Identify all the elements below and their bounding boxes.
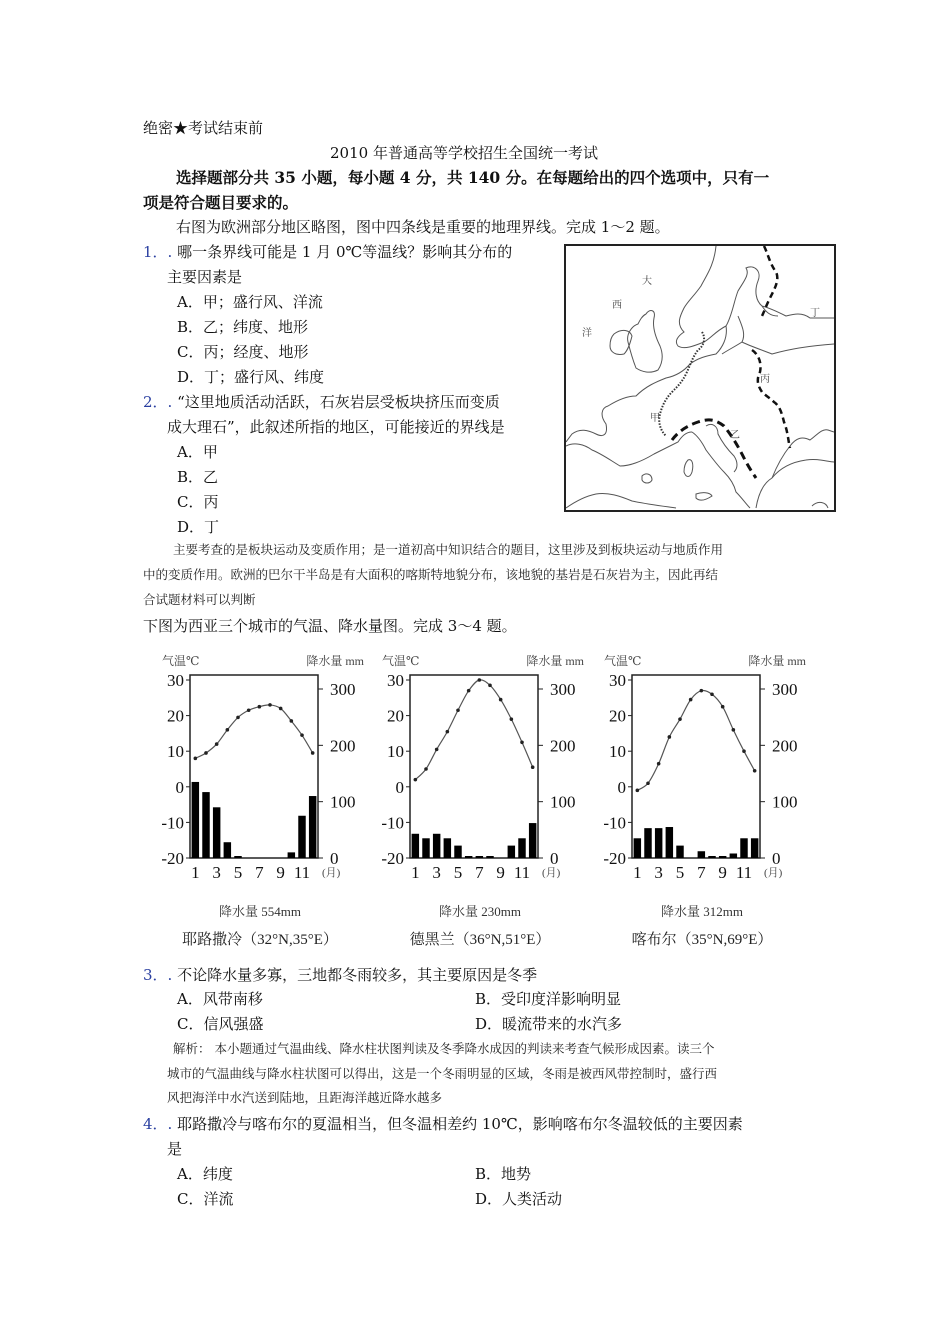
temperature-point — [732, 728, 736, 732]
analysis-line: 风把海洋中水汽送到陆地，且距海洋越近降水越多 — [167, 1090, 443, 1105]
temperature-point — [657, 762, 661, 766]
temperature-point — [215, 742, 219, 746]
option-d: D．人类活动 — [475, 1190, 563, 1208]
option-b: B．乙；纬度、地形 — [177, 318, 309, 336]
temperature-point — [194, 757, 198, 761]
temperature-point — [488, 684, 492, 688]
climate-chart-jerusalem — [150, 648, 370, 958]
temperature-point — [226, 728, 230, 732]
temperature-point — [668, 735, 672, 739]
precip-bar — [655, 828, 662, 858]
analysis-line: 中的变质作用。欧洲的巴尔干半岛是有大面积的喀斯特地貌分布，该地貌的基岩是石灰岩为主，因此再结 — [143, 567, 719, 582]
section1-intro: 右图为欧洲部分地区略图，图中四条线是重要的地理界线。完成 1～2 题。 — [176, 218, 670, 236]
question-stem: 不论降水量多寡，三地都冬雨较多，其主要原因是冬季 — [177, 966, 538, 984]
analysis-line: 合试题材料可以判断 — [143, 592, 256, 607]
precip-bar — [740, 838, 747, 858]
temperature-point — [456, 708, 460, 712]
precip-bar — [433, 834, 440, 858]
month-tick-label: 1 — [411, 863, 420, 882]
left-tick-label: 30 — [387, 671, 404, 690]
annual-precip-caption: 降水量 230mm — [439, 904, 521, 919]
precip-bar — [465, 856, 472, 858]
precip-bar — [192, 782, 199, 858]
europe-sketch-map — [564, 244, 836, 512]
option-d: D．丁 — [177, 518, 220, 536]
precip-bar — [298, 816, 305, 858]
option-b: B．乙 — [177, 468, 219, 486]
option-c: C．洋流 — [177, 1190, 234, 1208]
right-tick-label: 0 — [772, 849, 781, 868]
left-tick-label: 10 — [167, 742, 184, 762]
right-tick-label: 200 — [550, 736, 576, 756]
temperature-point — [236, 716, 240, 720]
map-label-xi: 西 — [612, 300, 622, 311]
secret-mark: 绝密★考试结束前 — [143, 119, 264, 137]
right-axis-title: 降水量 mm — [306, 654, 364, 668]
temperature-point — [721, 705, 725, 709]
precip-bar — [234, 856, 241, 858]
precip-bar — [676, 846, 683, 858]
map-label-yang: 洋 — [582, 328, 592, 339]
instructions-line1: 选择题部分共 35 小题，每小题 4 分，共 140 分。在每题给出的四个选项中，只有一 — [176, 168, 770, 187]
temperature-point — [531, 765, 535, 769]
annual-precip-caption: 降水量 312mm — [661, 904, 743, 919]
option-b: B．受印度洋影响明显 — [475, 990, 622, 1008]
precip-bar — [708, 856, 715, 858]
right-tick-label: 0 — [550, 849, 559, 868]
option-d: D．暖流带来的水汽多 — [475, 1015, 623, 1033]
precip-bar — [476, 856, 483, 858]
precip-bar — [644, 828, 651, 858]
right-axis-title: 降水量 mm — [748, 654, 806, 668]
analysis-line: 解析： 本小题通过气温曲线、降水柱状图判读及冬季降水成因的判读来考查气候形成因素。读三个 — [173, 1041, 715, 1056]
left-tick-label: 30 — [167, 671, 184, 690]
right-tick-label: 0 — [330, 849, 339, 868]
temperature-point — [646, 781, 650, 785]
precip-bar — [529, 823, 536, 858]
month-tick-label: 9 — [718, 863, 727, 882]
temperature-point — [742, 749, 746, 753]
temperature-curve — [195, 705, 312, 758]
month-tick-label: 3 — [212, 863, 221, 882]
temperature-point — [247, 708, 251, 712]
month-tick-label: 3 — [432, 863, 441, 882]
precip-bar — [518, 838, 525, 858]
month-tick-label: 9 — [276, 863, 285, 882]
option-c: C．信风强盛 — [177, 1015, 264, 1033]
question-stem: 耶路撒冷与喀布尔的夏温相当，但冬温相差约 10℃，影响喀布尔冬温较低的主要因素 — [177, 1115, 743, 1133]
option-b: B．地势 — [475, 1165, 532, 1183]
left-tick-label: 10 — [387, 742, 404, 762]
month-tick-label: 7 — [255, 863, 264, 882]
temperature-point — [435, 748, 439, 752]
month-tick-label: 9 — [496, 863, 505, 882]
left-tick-label: 0 — [617, 777, 626, 797]
question-stem-cont: 主要因素是 — [167, 268, 243, 286]
temperature-point — [700, 689, 704, 693]
instructions-line2: 项是符合题目要求的。 — [143, 193, 299, 212]
map-label-bing: 丙 — [760, 374, 770, 385]
month-unit: (月) — [542, 867, 561, 879]
map-label-yi: 乙 — [730, 430, 740, 441]
temperature-point — [446, 730, 450, 734]
question-number: 2．. — [143, 393, 173, 411]
question-stem: 哪一条界线可能是 1 月 0℃等温线？影响其分布的 — [177, 243, 513, 261]
precip-bar — [730, 853, 737, 858]
month-tick-label: 7 — [697, 863, 706, 882]
temperature-point — [300, 733, 304, 737]
temperature-point — [520, 741, 524, 745]
option-a: A．风带南移 — [177, 990, 263, 1008]
right-tick-label: 100 — [550, 792, 576, 812]
left-axis-title: 气温℃ — [382, 654, 420, 668]
temperature-point — [414, 778, 418, 782]
right-tick-label: 300 — [772, 680, 798, 699]
precip-bar — [444, 838, 451, 858]
month-unit: (月) — [322, 867, 341, 879]
right-tick-label: 200 — [330, 736, 356, 756]
precip-bar — [309, 796, 316, 858]
map-label-da: 大 — [642, 276, 652, 287]
boundary-line-bing — [752, 350, 790, 448]
left-axis-title: 气温℃ — [604, 654, 642, 668]
left-tick-label: 10 — [609, 742, 626, 762]
precip-bar — [288, 852, 295, 858]
month-tick-label: 11 — [293, 863, 311, 882]
month-tick-label: 1 — [633, 863, 642, 882]
precip-bar — [486, 856, 493, 858]
right-tick-label: 100 — [330, 792, 356, 812]
month-tick-label: 11 — [513, 863, 531, 882]
left-tick-label: 20 — [609, 706, 626, 726]
precip-bar — [454, 846, 461, 858]
option-d: D．丁；盛行风、纬度 — [177, 368, 325, 386]
left-tick-label: -20 — [161, 849, 184, 868]
right-tick-label: 200 — [772, 736, 798, 756]
temperature-point — [279, 707, 283, 711]
precip-bar — [508, 846, 515, 858]
city-caption: 耶路撒冷（32°N,35°E） — [182, 932, 338, 948]
temperature-curve — [637, 690, 754, 790]
month-tick-label: 5 — [675, 863, 685, 882]
precip-bar — [751, 838, 758, 858]
analysis-line: 城市的气温曲线与降水柱状图可以得出，这是一个冬雨明显的区域，冬雨是被西风带控制时，盛行西 — [167, 1066, 718, 1081]
option-c: C．丙；经度、地形 — [177, 343, 309, 361]
month-tick-label: 7 — [475, 863, 484, 882]
analysis-line: 主要考查的是板块运动及变质作用；是一道初高中知识结合的题目，这里涉及到板块运动与地质作用 — [173, 542, 724, 557]
temperature-point — [268, 703, 272, 707]
map-label-jia: 甲 — [650, 413, 660, 424]
annual-precip-caption: 降水量 554mm — [219, 904, 301, 919]
left-tick-label: -20 — [603, 849, 626, 868]
question-number: 4．. — [143, 1115, 173, 1133]
left-tick-label: 0 — [175, 777, 184, 797]
temperature-point — [636, 789, 640, 793]
temperature-point — [204, 751, 208, 755]
temperature-point — [290, 719, 294, 723]
temperature-point — [478, 678, 482, 682]
left-tick-label: 20 — [167, 706, 184, 726]
question-stem-cont: 成大理石”，此叙述所指的地区，可能接近的界线是 — [167, 418, 505, 436]
month-tick-label: 11 — [735, 863, 753, 882]
question-stem: “这里地质活动活跃，石灰岩层受板块挤压而变质 — [177, 393, 500, 411]
right-tick-label: 100 — [772, 792, 798, 812]
temperature-point — [467, 689, 471, 693]
month-tick-label: 5 — [233, 863, 243, 882]
left-tick-label: -10 — [381, 813, 404, 833]
precip-bar — [719, 856, 726, 858]
right-axis-title: 降水量 mm — [526, 654, 584, 668]
section2-intro: 下图为西亚三个城市的气温、降水量图。完成 3～4 题。 — [143, 617, 517, 635]
question-number: 3．. — [143, 966, 173, 984]
option-a: A．纬度 — [177, 1165, 233, 1183]
precip-bar — [698, 851, 705, 858]
temperature-point — [753, 769, 757, 773]
temperature-point — [678, 717, 682, 721]
temperature-point — [311, 751, 315, 755]
left-tick-label: -10 — [603, 813, 626, 833]
precip-bar — [666, 827, 673, 858]
precip-bar — [634, 838, 641, 858]
map-label-ding: 丁 — [810, 308, 820, 319]
month-tick-label: 1 — [191, 863, 200, 882]
month-unit: (月) — [764, 867, 783, 879]
precip-bar — [412, 834, 419, 858]
question-stem-cont: 是 — [167, 1140, 183, 1158]
boundary-line-ding — [762, 246, 777, 316]
chart-plot — [381, 653, 584, 948]
option-c: C．丙 — [177, 493, 219, 511]
city-caption: 德黑兰（36°N,51°E） — [409, 932, 551, 948]
temperature-point — [510, 717, 514, 721]
precip-bar — [202, 792, 209, 858]
left-tick-label: -10 — [161, 813, 184, 833]
left-tick-label: -20 — [381, 849, 404, 868]
precip-bar — [213, 807, 220, 858]
chart-plot — [603, 653, 806, 948]
precip-bar — [224, 842, 231, 858]
temperature-point — [689, 698, 693, 702]
temperature-curve — [415, 680, 532, 780]
left-axis-title: 气温℃ — [162, 654, 200, 668]
month-tick-label: 5 — [453, 863, 463, 882]
question-number: 1．. — [143, 243, 173, 261]
right-tick-label: 300 — [550, 680, 576, 699]
option-a: A．甲；盛行风、洋流 — [177, 293, 323, 311]
city-caption: 喀布尔（35°N,69°E） — [631, 932, 773, 948]
left-tick-label: 30 — [609, 671, 626, 690]
temperature-point — [499, 698, 503, 702]
map-figure — [566, 246, 834, 510]
temperature-point — [424, 767, 428, 771]
option-a: A．甲 — [177, 443, 218, 461]
climate-chart-kabul — [592, 648, 812, 958]
climate-chart-tehran — [370, 648, 590, 958]
temperature-point — [258, 705, 262, 709]
temperature-point — [710, 692, 714, 696]
month-tick-label: 3 — [654, 863, 663, 882]
chart-plot — [161, 653, 364, 948]
precip-bar — [422, 838, 429, 858]
right-tick-label: 300 — [330, 680, 356, 699]
left-tick-label: 0 — [395, 777, 404, 797]
exam-title: 2010 年普通高等学校招生全国统一考试 — [330, 144, 598, 162]
left-tick-label: 20 — [387, 706, 404, 726]
